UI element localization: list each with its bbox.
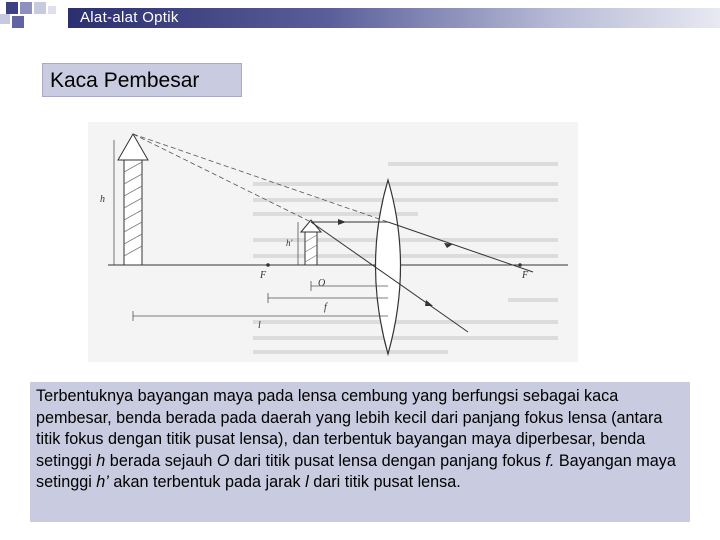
desc-part-6: dari titik pusat lensa. bbox=[308, 473, 461, 491]
magnifier-ray-diagram bbox=[88, 122, 578, 362]
desc-part-4: Bayangan maya setinggi bbox=[36, 451, 676, 491]
desc-var-f: f. bbox=[545, 451, 555, 470]
label-f: f bbox=[324, 302, 327, 313]
label-O: O bbox=[318, 278, 326, 289]
label-l: l bbox=[258, 320, 261, 331]
desc-var-O: O bbox=[216, 451, 230, 470]
desc-part-5: akan terbentuk pada jarak bbox=[108, 473, 306, 491]
desc-part-1: Terbentuknya bayangan maya pada lensa cembung yang berfungsi sebagai kaca pembesar, benda berada pada daerah yang lebih kecil dari panjang fokus lensa (antara titik fokus dengan titik pusat lensa), dan terbentuk bayangan maya diperbesar, benda setinggi bbox=[36, 387, 663, 470]
subtitle-box bbox=[42, 63, 242, 97]
label-h: h bbox=[100, 194, 105, 205]
desc-var-h-prime: h’ bbox=[96, 473, 109, 491]
corner-decoration bbox=[0, 0, 70, 40]
desc-var-l: l bbox=[305, 473, 309, 491]
desc-part-2: berada sejauh bbox=[105, 451, 217, 470]
label-h-prime: h' bbox=[286, 238, 293, 248]
slide-subtitle: Kaca Pembesar bbox=[50, 69, 200, 92]
desc-var-h: h bbox=[96, 451, 106, 470]
label-focus-right: F bbox=[522, 270, 529, 281]
label-focus-left: F bbox=[260, 270, 267, 281]
description-text bbox=[36, 386, 684, 494]
slide-title: Alat-alat Optik bbox=[80, 9, 179, 26]
description-box bbox=[30, 382, 690, 522]
desc-part-3: dari titik pusat lensa dengan panjang fokus bbox=[229, 451, 546, 470]
